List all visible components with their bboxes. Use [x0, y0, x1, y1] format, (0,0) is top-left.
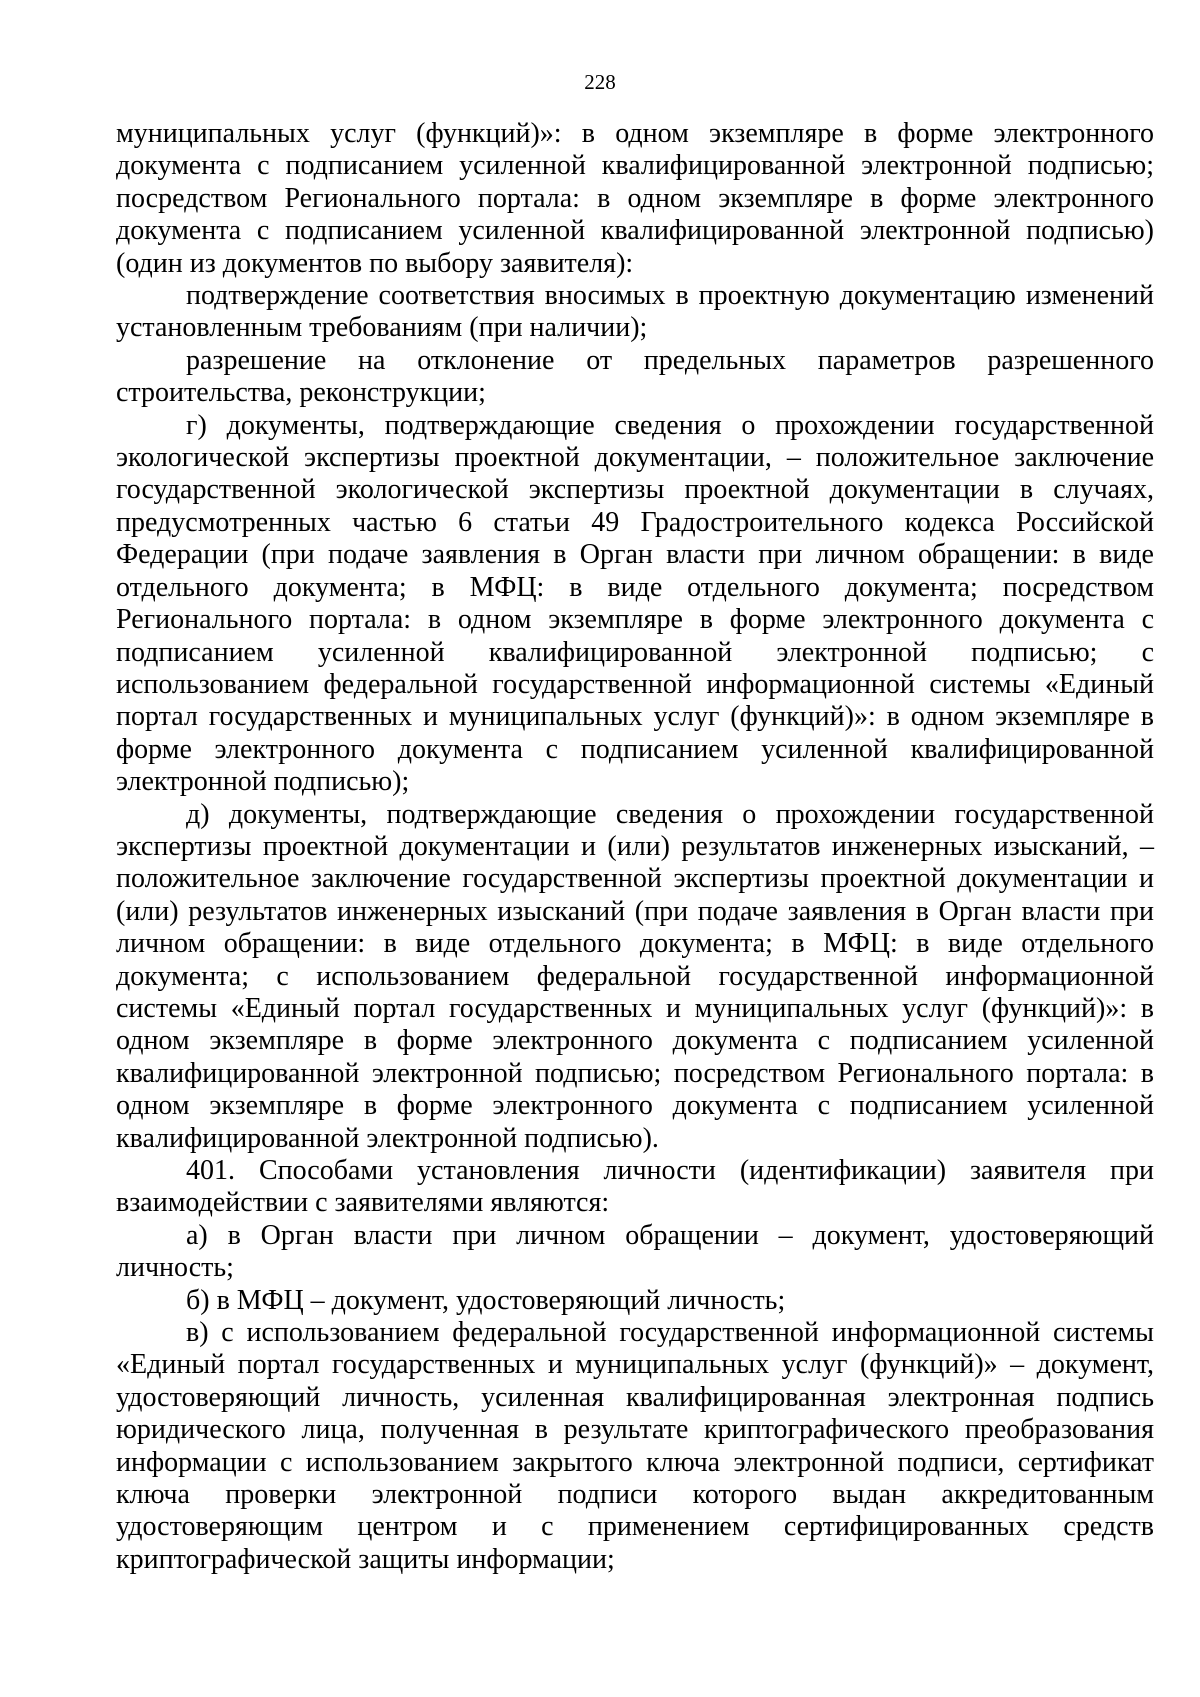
paragraph-item-a: а) в Орган власти при личном обращении – документ, удостоверяющий личность; [116, 1219, 1154, 1284]
paragraph-item-b: б) в МФЦ – документ, удостоверяющий личность; [186, 1284, 786, 1316]
document-body [116, 118, 1154, 1576]
paragraph-continuation: муниципальных услуг (функций)»: в одном экземпляре в форме электронного документа с подписанием усиленной квалифицированной электронной подписью; посредством Регионального портала: в одном экземпляре в форме электронного документа с подписанием усиленной квалифицированной электронной подписью) (один из документов по выбору заявителя): [116, 118, 1154, 279]
paragraph-clause-401: 401. Способами установления личности (идентификации) заявителя при взаимодействии с заявителями являются: [116, 1155, 1154, 1219]
paragraph-item-d: д) документы, подтверждающие сведения о прохождении государственной экспертизы проектной документации и (или) результатов инженерных изысканий, – положительное заключение государственной экспертизы проектной документации и (или) результатов инженерных изысканий (при подаче заявления в Орган власти при личном обращении: в виде отдельного документа; в МФЦ: в виде отдельного документа; с использованием федеральной государственной информационной системы «Единый портал государственных и муниципальных услуг (функций)»: в одном экземпляре в форме электронного документа с подписанием усиленной квалифицированной электронной подписью; посредством Регионального портала: в одном экземпляре в форме электронного документа с подписанием усиленной квалифицированной электронной подписью). [116, 798, 1154, 1154]
paragraph-deviation-permit: разрешение на отклонение от предельных параметров разрешенного строительства, реконструкции; [116, 344, 1154, 409]
page-number: 228 [584, 70, 616, 94]
paragraph-approval-of-changes: подтверждение соответствия вносимых в проектную документацию изменений установленным требованиям (при наличии); [116, 280, 1154, 344]
paragraph-item-v: в) с использованием федеральной государственной информационной системы «Единый портал государственных и муниципальных услуг (функций)» – документ, удостоверяющий личность, усиленная квалифицированная электронная подпись юридического лица, полученная в результате криптографического преобразования информации с использованием закрытого ключа электронной подписи, сертификат ключа проверки электронной подписи которого выдан аккредитованным удостоверяющим центром и с применением сертифицированных средств криптографической защиты информации; [116, 1317, 1154, 1575]
paragraph-item-g: г) документы, подтверждающие сведения о прохождении государственной экологической экспертизы проектной документации, – положительное заключение государственной экологической экспертизы проектной документации в случаях, предусмотренных частью 6 статьи 49 Градостроительного кодекса Российской Федерации (при подаче заявления в Орган власти при личном обращении: в виде отдельного документа; в МФЦ: в виде отдельного документа; посредством Регионального портала: в одном экземпляре в форме электронного документа с подписанием усиленной квалифицированной электронной подписью; с использованием федеральной государственной информационной системы «Единый портал государственных и муниципальных услуг (функций)»: в одном экземпляре в форме электронного документа с подписанием усиленной квалифицированной электронной подписью); [116, 409, 1154, 798]
